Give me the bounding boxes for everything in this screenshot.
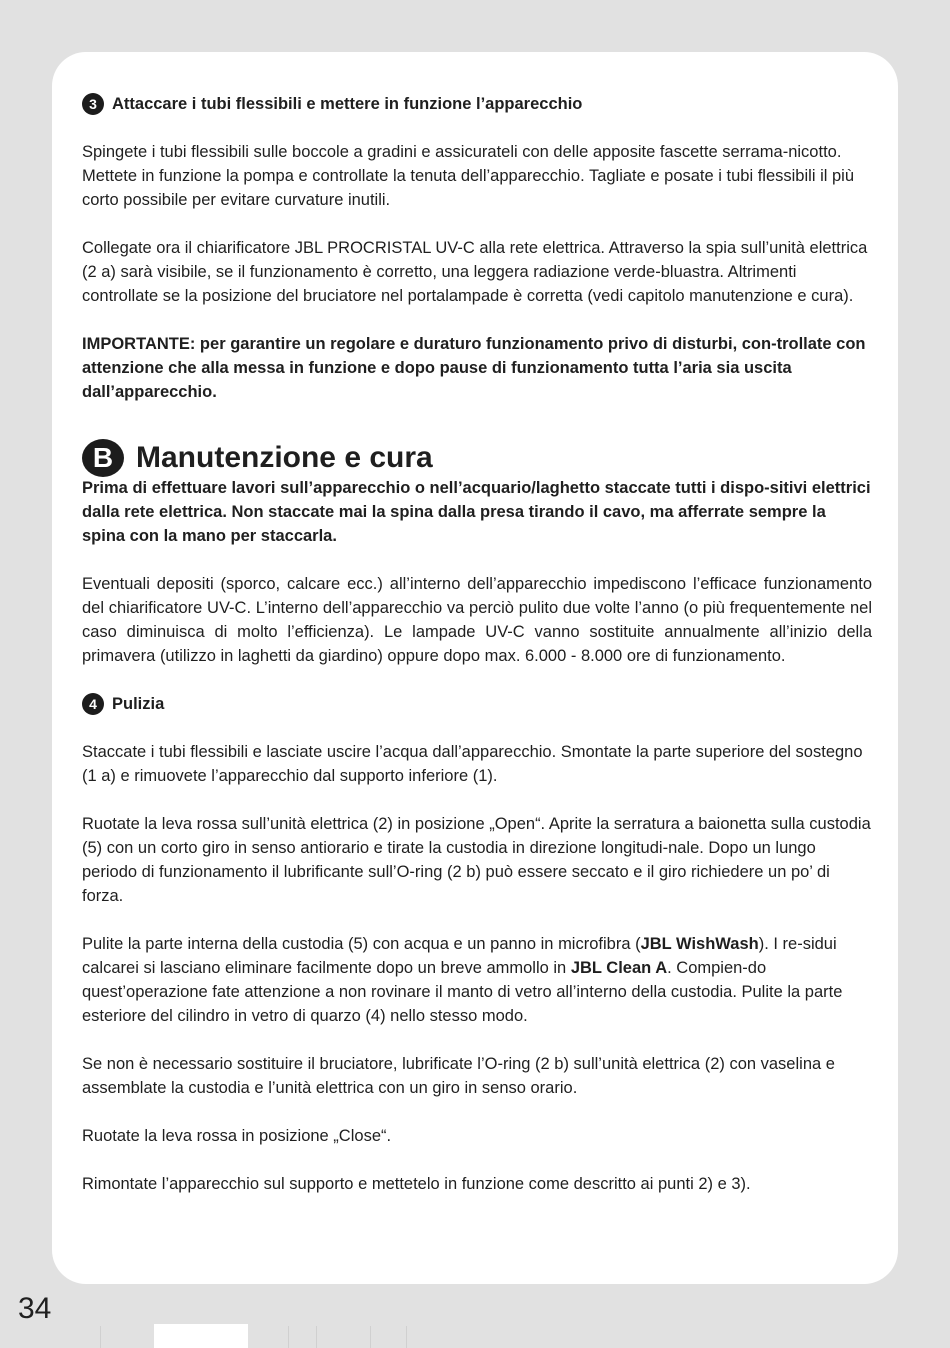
footer-divider bbox=[406, 1326, 407, 1348]
text-run: ). I re-sidui calcarei si lasciano eliminare facilmente dopo un breve ammollo in bbox=[82, 935, 837, 977]
section-b-paragraph-1: Eventuali depositi (sporco, calcare ecc.) all’interno dell’apparecchio impediscono l’efficace funzionamento del chiarificatore UV-C. L’interno dell’apparecchio va perciò pulito due volte l’anno (o più frequentemente nel caso diminuisca di molto l’efficienza). Le lampade UV-C vanno sostituite annualmente all’inizio della primavera (utilizzo in laghetti da giardino) oppure dopo max. 6.000 - 8.000 ore di funzionamento. bbox=[82, 575, 872, 665]
footer-divider bbox=[100, 1326, 101, 1348]
footer-tab-marker bbox=[154, 1324, 248, 1348]
section-3-title: Attaccare i tubi flessibili e mettere in funzione l’apparecchio bbox=[112, 95, 583, 113]
step-number-badge: 3 bbox=[82, 93, 104, 115]
text-run: Pulite la parte interna della custodia (5) con acqua e un panno in microfibra ( bbox=[82, 935, 641, 953]
section-4-title: Pulizia bbox=[112, 695, 165, 713]
section-3-heading bbox=[82, 92, 872, 116]
section-4-paragraph-4: Se non è necessario sostituire il bruciatore, lubrificate l’O-ring (2 b) sull’unità elettrica (2) con vaselina e assemblate la custodia e l’unità elettrica con un giro in senso orario. bbox=[82, 1055, 835, 1097]
product-name: JBL Clean A bbox=[570, 959, 668, 977]
section-b-heading bbox=[82, 438, 872, 478]
page-card bbox=[52, 52, 898, 1284]
section-4-heading bbox=[82, 692, 872, 716]
text-run: . Compien-do quest’operazione fate attenzione a non rovinare il manto di vetro all’interno della custodia. Pulite la parte esteriore del cilindro in vetro di quarzo (4) nello stesso modo. bbox=[82, 959, 843, 1025]
step-number-badge: 4 bbox=[82, 693, 104, 715]
safety-warning: Prima di effettuare lavori sull’apparecchio o nell’acquario/laghetto staccate tutti i dispo-sitivi elettrici dalla rete elettrica. Non staccate mai la spina dalla presa tirando il cavo, ma afferrate sempre la spina con la mano per staccarla. bbox=[82, 479, 871, 545]
section-4-paragraph-1: Staccate i tubi flessibili e lasciate uscire l’acqua dall’apparecchio. Smontate la parte superiore del sostegno (1 a) e rimuovete l’apparecchio dal supporto inferiore (1). bbox=[82, 743, 863, 785]
page-number: 34 bbox=[18, 1292, 52, 1325]
section-3-paragraph-1: Spingete i tubi flessibili sulle boccole a gradini e assicurateli con delle apposite fascette serrama-nicotto. Mettete in funzione la pompa e controllate la tenuta dell’apparecchio. Tagliate e posate i tubi flessibili il più corto possibile per evitare curvature inutili. bbox=[82, 143, 855, 209]
page-content bbox=[82, 92, 872, 1220]
important-note: IMPORTANTE: per garantire un regolare e duraturo funzionamento privo di disturbi, con-trollate con attenzione che alla messa in funzione e dopo pause di funzionamento tutta l’aria sia uscita dall’apparecchio. bbox=[82, 335, 866, 401]
product-name: JBL WishWash bbox=[640, 935, 759, 953]
section-b-title: Manutenzione e cura bbox=[136, 441, 433, 474]
section-4-paragraph-3 bbox=[82, 932, 872, 1028]
section-4-paragraph-6: Rimontate l’apparecchio sul supporto e mettetelo in funzione come descritto ai punti 2) e 3). bbox=[82, 1175, 751, 1193]
section-4-paragraph-2: Ruotate la leva rossa sull’unità elettrica (2) in posizione „Open“. Aprite la serratura a baionetta sulla custodia (5) con un corto giro in senso antiorario e tirate la custodia in direzione longitudi-nale. Dopo un lungo periodo di funzionamento il lubrificante sull’O-ring (2 b) può essere seccato e il giro richiedere un po’ di forza. bbox=[82, 815, 871, 905]
section-3-paragraph-2: Collegate ora il chiarificatore JBL PROCRISTAL UV-C alla rete elettrica. Attraverso la spia sull’unità elettrica (2 a) sarà visibile, se il funzionamento è corretto, una leggera radiazione verde-bluastra. Altrimenti controllate se la posizione del bruciatore nel portalampade è corretta (vedi capitolo manutenzione e cura). bbox=[82, 239, 868, 305]
section-4-paragraph-5: Ruotate la leva rossa in posizione „Close“. bbox=[82, 1127, 392, 1145]
section-letter-badge: B bbox=[82, 439, 124, 477]
footer-divider bbox=[288, 1326, 289, 1348]
footer-divider bbox=[370, 1326, 371, 1348]
footer-divider bbox=[316, 1326, 317, 1348]
